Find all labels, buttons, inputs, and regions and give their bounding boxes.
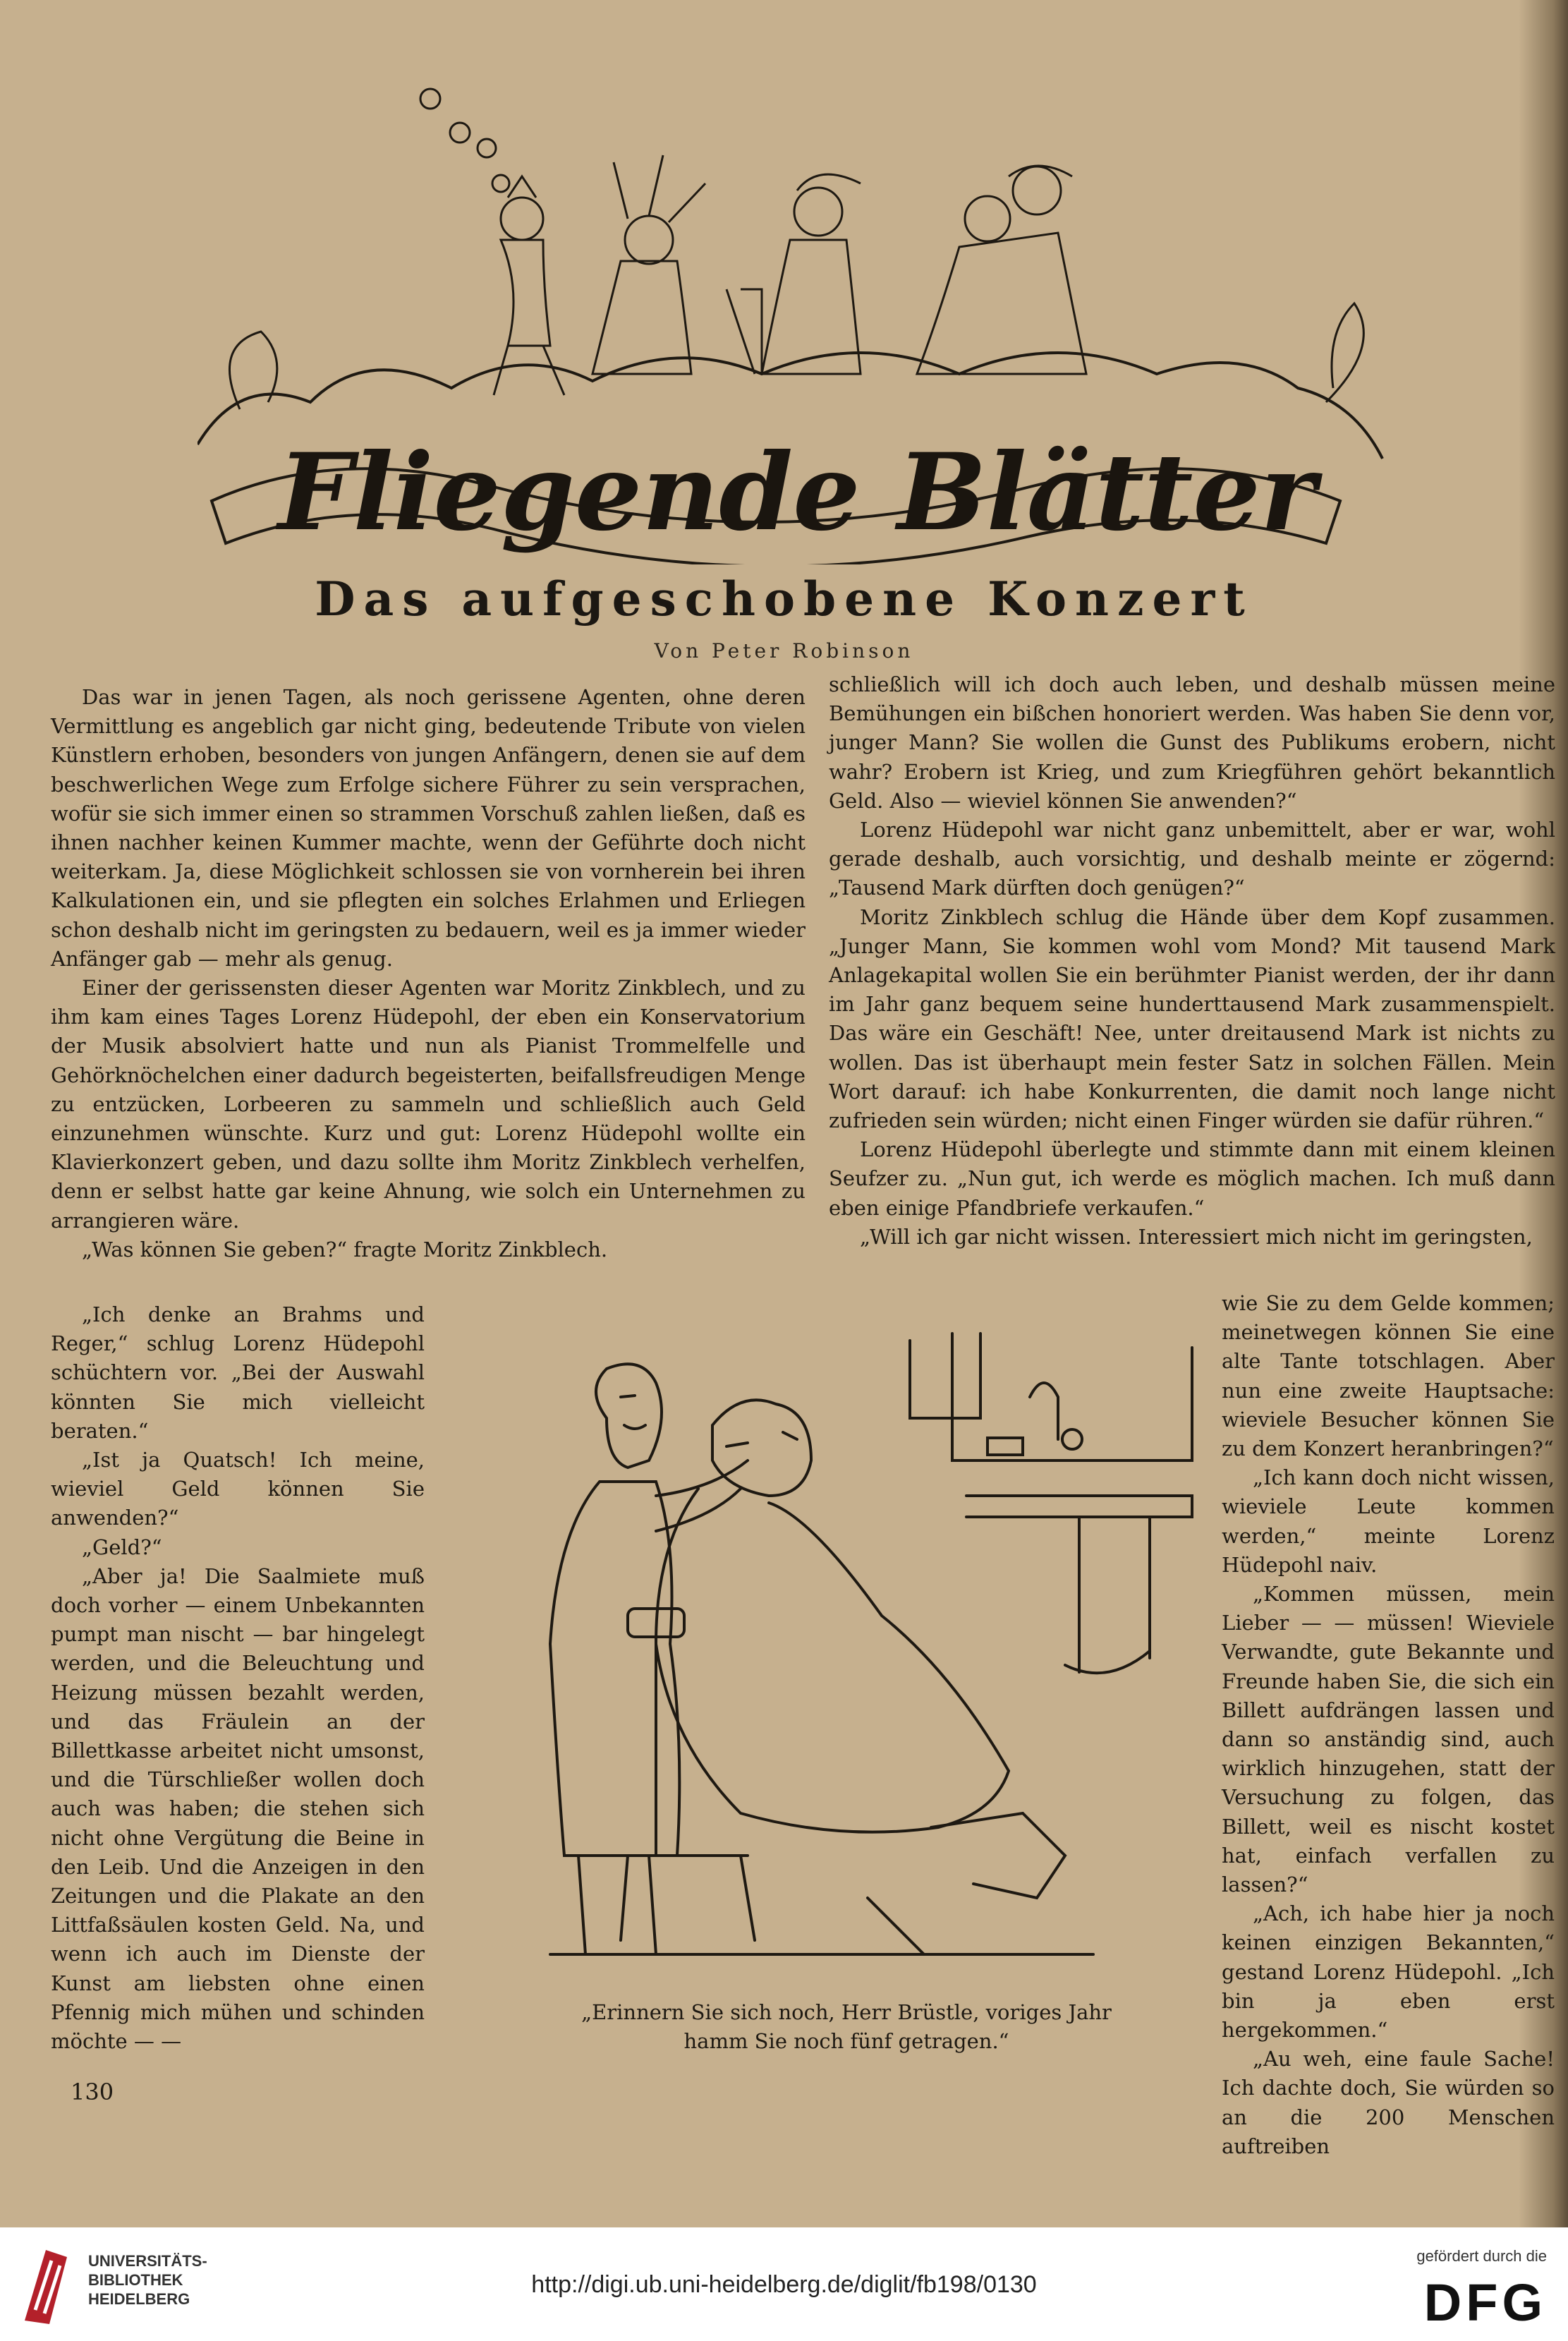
paragraph: „Geld?“ [82, 1535, 162, 1559]
paragraph: „Ach, ich habe hier ja noch keinen einzigen Bekannten,“ gestand Lorenz Hüdepohl. „Ich bin ja eben erst hergekommen.“ [1222, 1901, 1555, 2043]
masthead-illustration [197, 78, 1397, 564]
paragraph: Lorenz Hüdepohl war nicht ganz unbemittelt, aber er war, wohl gerade deshalb, auch vorsichtig, und deshalb meinte er zögernd: „Tausend Mark dürften doch genügen?“ [829, 818, 1555, 900]
paragraph: „Ich kann doch nicht wissen, wieviele Leute kommen werden,“ meinte Lorenz Hüdepohl naiv. [1222, 1465, 1555, 1577]
dfg-logo[interactable]: DFG [1423, 2273, 1547, 2332]
column-right-upper [829, 670, 1555, 1252]
column-left-lower [51, 1300, 425, 2056]
article-title: Das aufgeschobene Konzert [315, 571, 1253, 627]
paragraph: „Kommen müssen, mein Lieber — — müssen! Wieviele Verwandte, gute Bekannte und Freunde haben Sie, die sich ein Billett aufdrängen lassen und dann so anständig sind, auch wirklich hinzugehen, statt der Versuchung zu folgen, das Billett, weil es nischt kostet hat, einfach verfallen zu lassen?“ [1222, 1582, 1555, 1897]
barber-cartoon [444, 1319, 1203, 1997]
column-right-lower [1222, 1289, 1555, 2161]
paragraph: „Was können Sie geben?“ fragte Moritz Zinkblech. [82, 1237, 608, 1262]
figure-jester [592, 155, 705, 374]
masthead-title: Fliegende Blätter [278, 430, 1316, 555]
column-left-upper [51, 683, 806, 1264]
paragraph: wie Sie zu dem Gelde kommen; meinetwegen können Sie eine alte Tante totschlagen. Aber nun eine zweite Hauptsache: wieviele Besucher können Sie zu dem Konzert heranbringen?“ [1222, 1291, 1555, 1461]
caption-line: „Erinnern Sie sich noch, Herr Brüstle, voriges Jahr [581, 2000, 1112, 2024]
viewer-footer [0, 2227, 1568, 2341]
paragraph: Einer der gerissensten dieser Agenten war Moritz Zinkblech, und zu ihm kam eines Tages Lorenz Hüdepohl, der eben ein Konservatorium der Musik absolviert hatte und nun als Pianist Trommelfelle und Gehörknöchelchen einer dadurch begeisterten, beifallsfreudigen Menge zu entzücken, Lorbeeren zu sammeln und schließlich auch Geld einzunehmen wünschte. Kurz und gut: Lorenz Hüdepohl wollte ein Klavierkonzert geben, und dazu sollte ihm Moritz Zinkblech verhelfen, denn er selbst hatte gar keine Ahnung, wie solch ein Unternehmen zu arrangieren wäre. [51, 976, 806, 1233]
paragraph: „Will ich gar nicht wissen. Interessiert mich nicht im geringsten, [860, 1224, 1533, 1249]
paragraph: „Au weh, eine faule Sache! Ich dachte doch, Sie würden so an die 200 Menschen auftreiben [1222, 2047, 1555, 2158]
sponsor-caption: gefördert durch die [1416, 2247, 1547, 2265]
page-number: 130 [71, 2079, 114, 2105]
illustration-caption [494, 1998, 1199, 2056]
paragraph: „Ich denke an Brahms und Reger,“ schlug Lorenz Hüdepohl schüchtern vor. „Bei der Auswahl könnten Sie mich vielleicht beraten.“ [51, 1302, 425, 1443]
figure-jester-child [494, 176, 564, 395]
caption-line: hamm Sie noch fünf getragen.“ [683, 2029, 1009, 2053]
paragraph: Lorenz Hüdepohl überlegte und stimmte dann mit einem kleinen Seufzer zu. „Nun gut, ich werde es möglich machen. Ich muß dann eben einige Pfandbriefe verkaufen.“ [829, 1137, 1555, 1220]
article-byline: Von Peter Robinson [654, 639, 914, 663]
paragraph: schließlich will ich doch auch leben, und deshalb müssen meine Bemühungen ein bißchen honoriert werden. Was haben Sie denn vor, junger Mann? Sie wollen die Gunst des Publikums erobern, nicht wahr? Erobern ist Krieg, und zum Kriegführen gehört bekanntlich Geld. Also — wieviel können Sie anwenden?“ [829, 672, 1555, 813]
permalink-url[interactable]: http://digi.ub.uni-heidelberg.de/diglit/fb198/0130 [531, 2271, 1037, 2298]
paragraph: Das war in jenen Tagen, als noch gerissene Agenten, ohne deren Vermittlung es angeblich gar nicht ging, bedeutende Tribute von vielen Künstlern erhoben, besonders von jungen Anfängern, denen sie auf dem beschwerlichen Wege zum Erfolge sichere Führer zu sein versprachen, wofür sie sich immer einen so strammen Vorschuß zahlen ließen, daß es ihnen nachher keinen Kummer machte, wenn der Geführte doch nicht weiterkam. Ja, diese Möglichkeit schlossen sie von vornherein bei ihren Kalkulationen ein, und sie pflegten ein solches Erlahmen und Erliegen schon deshalb nicht im geringsten zu bedauern, weil es ja immer wieder Anfänger gab — mehr als genug. [51, 685, 806, 971]
paragraph: Moritz Zinkblech schlug die Hände über dem Kopf zusammen. „Junger Mann, Sie kommen wohl vom Mond? Mit tausend Mark Anlagekapital wollen Sie ein berühmter Pianist werden, der ihr dann im Jahr ganz bequem seine hunderttausend Mark zusammenspielt. Das wäre ein Geschäft! Nee, unter dreitausend Mark ist nichts zu wollen. Das ist überhaupt mein fester Satz in solchen Fällen. Mein Wort darauf: ich habe Konkurrenten, die damit noch lange nicht zufrieden sein würden; nicht einen Finger würden sie dafür rühren.“ [829, 905, 1555, 1133]
paragraph: „Aber ja! Die Saalmiete muß doch vorher — einem Unbekannten pumpt man nischt — bar hingelegt werden, und die Beleuchtung und Heizung müssen bezahlt werden, und das Fräulein an der Billettkasse arbeitet nicht umsonst, und die Türschließer wollen doch auch was haben; die stehen sich nicht ohne Vergütung die Beine in den Leib. Und die Anzeigen in den Zeitungen und die Plakate an den Littfaßsäulen kosten Geld. Na, und wenn ich auch im Dienste der Kunst am liebsten ohne einen Pfennig mich mühen und schinden möchte — — [51, 1563, 425, 2054]
figure-ladies [917, 166, 1086, 374]
paragraph: „Ist ja Quatsch! Ich meine, wieviel Geld können Sie anwenden?“ [51, 1448, 425, 1530]
figure-musician [727, 174, 861, 374]
library-name: UNIVERSITÄTS- BIBLIOTHEK HEIDELBERG [88, 2252, 207, 2308]
